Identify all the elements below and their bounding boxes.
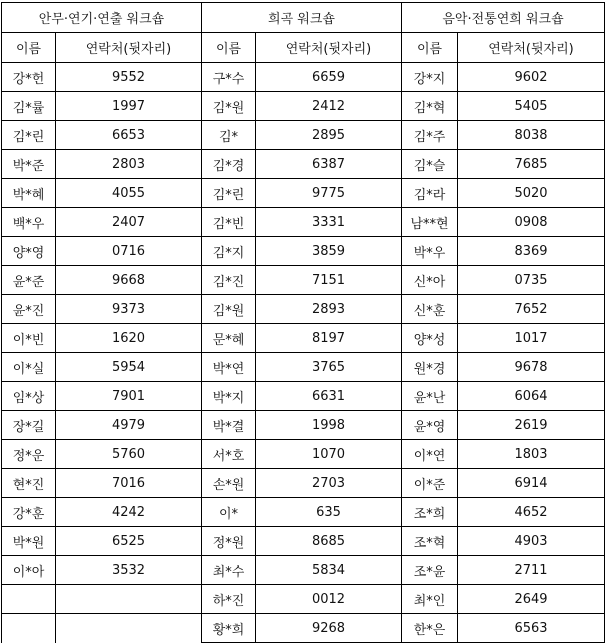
participant-contact-cell: 9373: [56, 295, 202, 324]
table-row: [2, 614, 605, 643]
table-row: [2, 382, 605, 411]
table-row: [2, 498, 605, 527]
participant-name-cell: 김*률: [2, 92, 56, 121]
table-row: [2, 585, 605, 614]
table-row: [2, 324, 605, 353]
participant-name-cell: 강*헌: [2, 63, 56, 92]
participant-name-cell: 박*결: [202, 411, 256, 440]
participant-contact-cell: 6387: [256, 150, 402, 179]
participant-name-cell: 박*혜: [2, 179, 56, 208]
table-row: [2, 440, 605, 469]
participant-contact-cell: 0012: [256, 585, 402, 614]
participant-contact-cell: 2703: [256, 469, 402, 498]
participant-name-cell: 이*연: [402, 440, 458, 469]
participant-contact-cell: 4652: [458, 498, 605, 527]
participant-name-cell: 이*실: [2, 353, 56, 382]
participant-contact-cell: 9268: [256, 614, 402, 643]
table-row: [2, 92, 605, 121]
participant-name-cell: 강*지: [402, 63, 458, 92]
participant-contact-cell: 6064: [458, 382, 605, 411]
participant-name-cell: 김*원: [202, 295, 256, 324]
participant-contact-cell: 5020: [458, 179, 605, 208]
participant-name-cell: 윤*영: [402, 411, 458, 440]
participant-contact-cell: 7901: [56, 382, 202, 411]
group-title-row: [2, 3, 605, 33]
participant-contact-cell: 6914: [458, 469, 605, 498]
column-header-contact: 연락처(뒷자리): [458, 33, 605, 63]
participant-contact-cell: 9668: [56, 266, 202, 295]
participant-name-cell: 박*우: [402, 237, 458, 266]
table-row: [2, 295, 605, 324]
participant-name-cell: 임*상: [2, 382, 56, 411]
column-header-name: 이름: [2, 33, 56, 63]
participant-name-cell: 백*우: [2, 208, 56, 237]
participant-contact-cell: 1803: [458, 440, 605, 469]
participant-contact-cell: 6659: [256, 63, 402, 92]
participant-contact-cell: 9678: [458, 353, 605, 382]
table-row: [2, 353, 605, 382]
participant-name-cell: 김*슬: [402, 150, 458, 179]
column-header-name: 이름: [202, 33, 256, 63]
participant-contact-cell: 5954: [56, 353, 202, 382]
participant-name-cell: 정*운: [2, 440, 56, 469]
participant-contact-cell: 1997: [56, 92, 202, 121]
participant-contact-cell: 9775: [256, 179, 402, 208]
participant-name-cell: 김*빈: [202, 208, 256, 237]
participant-contact-cell: 7685: [458, 150, 605, 179]
participant-contact-cell: 2895: [256, 121, 402, 150]
participant-contact-cell: 2803: [56, 150, 202, 179]
participant-name-cell: 원*경: [402, 353, 458, 382]
participant-contact-cell: 9602: [458, 63, 605, 92]
participant-name-cell: 김*혁: [402, 92, 458, 121]
participant-name-cell: 김*경: [202, 150, 256, 179]
participant-name-cell: 윤*진: [2, 295, 56, 324]
participant-name-cell: 강*훈: [2, 498, 56, 527]
workshop-roster-table: [1, 2, 605, 643]
participant-contact-cell: 0716: [56, 237, 202, 266]
participant-contact-cell: 5405: [458, 92, 605, 121]
participant-contact-cell: 635: [256, 498, 402, 527]
participant-contact-cell: 6653: [56, 121, 202, 150]
participant-contact-cell: 9552: [56, 63, 202, 92]
participant-name-cell: 한*은: [402, 614, 458, 643]
group-title-dance-acting-directing: 안무·연기·연출 워크숍: [2, 3, 202, 33]
empty-cell: [56, 614, 202, 643]
table-row: [2, 150, 605, 179]
participant-contact-cell: 7652: [458, 295, 605, 324]
participant-name-cell: 신*훈: [402, 295, 458, 324]
column-header-contact: 연락처(뒷자리): [56, 33, 202, 63]
participant-name-cell: 장*길: [2, 411, 56, 440]
participant-name-cell: 양*영: [2, 237, 56, 266]
participant-contact-cell: 4055: [56, 179, 202, 208]
participant-contact-cell: 0735: [458, 266, 605, 295]
table-row: [2, 237, 605, 266]
participant-name-cell: 김*린: [2, 121, 56, 150]
table-row: [2, 527, 605, 556]
column-header-contact: 연락처(뒷자리): [256, 33, 402, 63]
participant-contact-cell: 2619: [458, 411, 605, 440]
participant-name-cell: 윤*준: [2, 266, 56, 295]
participant-name-cell: 조*희: [402, 498, 458, 527]
participant-name-cell: 문*혜: [202, 324, 256, 353]
participant-name-cell: 현*진: [2, 469, 56, 498]
participant-contact-cell: 1620: [56, 324, 202, 353]
participant-name-cell: 이*: [202, 498, 256, 527]
participant-name-cell: 이*빈: [2, 324, 56, 353]
participant-name-cell: 박*준: [2, 150, 56, 179]
participant-name-cell: 최*인: [402, 585, 458, 614]
participant-contact-cell: 4979: [56, 411, 202, 440]
participant-name-cell: 조*윤: [402, 556, 458, 585]
participant-contact-cell: 7151: [256, 266, 402, 295]
participant-name-cell: 이*아: [2, 556, 56, 585]
column-header-row: [2, 33, 605, 63]
participant-contact-cell: 6525: [56, 527, 202, 556]
participant-contact-cell: 1998: [256, 411, 402, 440]
participant-name-cell: 조*혁: [402, 527, 458, 556]
participant-contact-cell: 2711: [458, 556, 605, 585]
table-row: [2, 469, 605, 498]
table-row: [2, 208, 605, 237]
participant-contact-cell: 2407: [56, 208, 202, 237]
participant-name-cell: 이*준: [402, 469, 458, 498]
table-row: [2, 556, 605, 585]
participant-name-cell: 손*원: [202, 469, 256, 498]
participant-name-cell: 김*원: [202, 92, 256, 121]
participant-contact-cell: 8197: [256, 324, 402, 353]
table-row: [2, 121, 605, 150]
group-title-music-traditional: 음악·전통연희 워크숍: [402, 3, 605, 33]
participant-contact-cell: 3532: [56, 556, 202, 585]
participant-contact-cell: 2893: [256, 295, 402, 324]
empty-cell: [2, 614, 56, 643]
participant-contact-cell: 1070: [256, 440, 402, 469]
participant-contact-cell: 6631: [256, 382, 402, 411]
participant-name-cell: 김*린: [202, 179, 256, 208]
participant-name-cell: 박*원: [2, 527, 56, 556]
participant-contact-cell: 5834: [256, 556, 402, 585]
participant-name-cell: 남**현: [402, 208, 458, 237]
participant-name-cell: 김*라: [402, 179, 458, 208]
participant-name-cell: 윤*난: [402, 382, 458, 411]
participant-name-cell: 신*아: [402, 266, 458, 295]
participant-contact-cell: 8369: [458, 237, 605, 266]
participant-contact-cell: 3331: [256, 208, 402, 237]
participant-contact-cell: 8038: [458, 121, 605, 150]
participant-name-cell: 구*수: [202, 63, 256, 92]
participant-name-cell: 양*성: [402, 324, 458, 353]
participant-name-cell: 황*희: [202, 614, 256, 643]
participant-name-cell: 서*호: [202, 440, 256, 469]
participant-contact-cell: 4903: [458, 527, 605, 556]
table-row: [2, 266, 605, 295]
participant-contact-cell: 0908: [458, 208, 605, 237]
participant-name-cell: 김*진: [202, 266, 256, 295]
table-row: [2, 411, 605, 440]
participant-contact-cell: 6563: [458, 614, 605, 643]
empty-cell: [2, 585, 56, 614]
table-row: [2, 63, 605, 92]
participant-contact-cell: 2412: [256, 92, 402, 121]
table-row: [2, 179, 605, 208]
participant-name-cell: 박*연: [202, 353, 256, 382]
participant-contact-cell: 8685: [256, 527, 402, 556]
participant-contact-cell: 1017: [458, 324, 605, 353]
participant-name-cell: 김*주: [402, 121, 458, 150]
participant-name-cell: 김*: [202, 121, 256, 150]
group-title-playwriting: 희곡 워크숍: [202, 3, 402, 33]
participant-name-cell: 정*원: [202, 527, 256, 556]
participant-name-cell: 박*지: [202, 382, 256, 411]
participant-contact-cell: 3765: [256, 353, 402, 382]
participant-name-cell: 하*진: [202, 585, 256, 614]
participant-name-cell: 김*지: [202, 237, 256, 266]
participant-contact-cell: 5760: [56, 440, 202, 469]
empty-cell: [56, 585, 202, 614]
participant-contact-cell: 7016: [56, 469, 202, 498]
participant-contact-cell: 2649: [458, 585, 605, 614]
participant-contact-cell: 3859: [256, 237, 402, 266]
participant-name-cell: 최*수: [202, 556, 256, 585]
participant-contact-cell: 4242: [56, 498, 202, 527]
column-header-name: 이름: [402, 33, 458, 63]
